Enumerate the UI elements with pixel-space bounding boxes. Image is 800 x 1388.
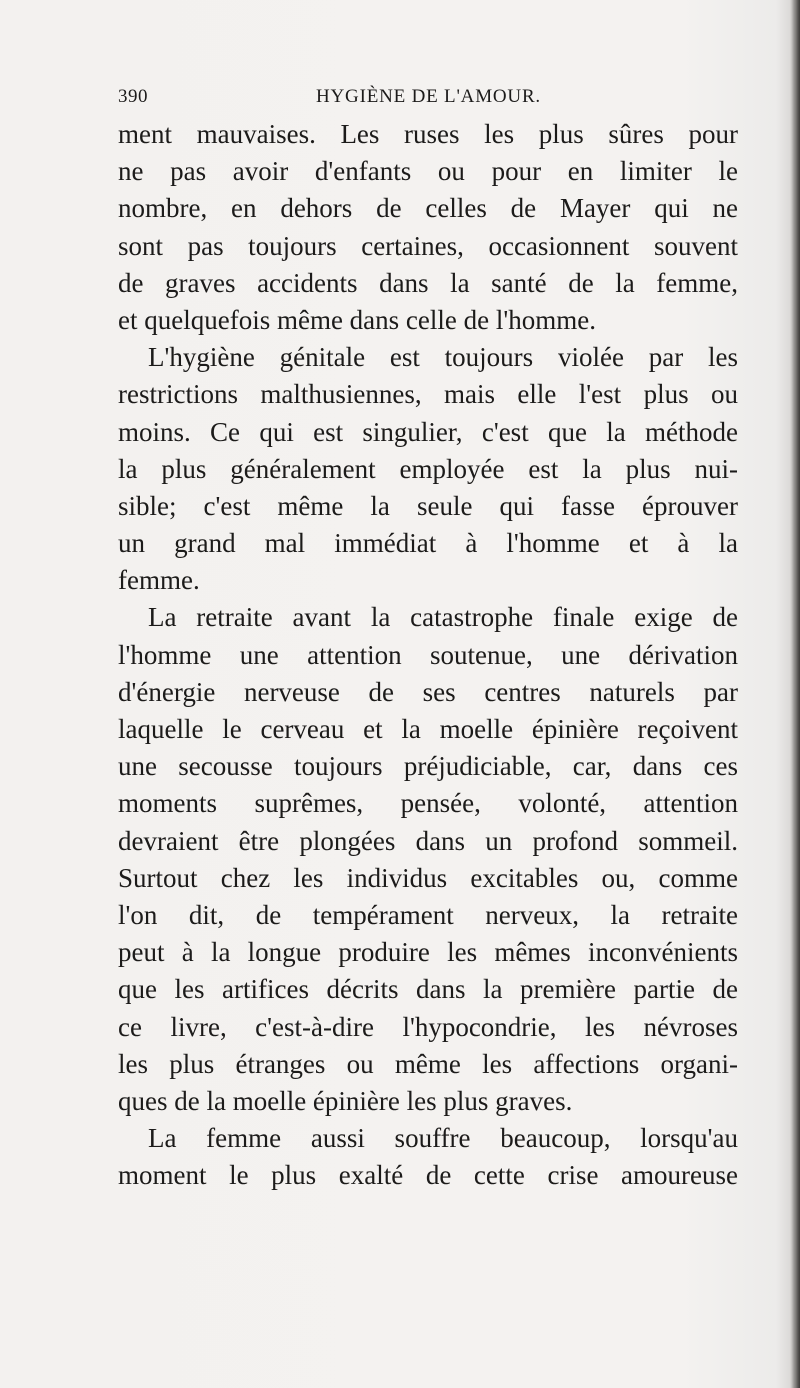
text-line: les plus étranges ou même les affections organi- — [118, 1048, 738, 1079]
text-line: d'énergie nerveuse de ses centres naturels par — [118, 676, 738, 707]
text-line: une secousse toujours préjudiciable, car, dans ces — [118, 751, 738, 782]
page-number: 390 — [118, 86, 148, 107]
text-line: ment mauvaises. Les ruses les plus sûres pour — [118, 119, 738, 149]
text-line: restrictions malthusiennes, mais elle l'est plus ou — [118, 379, 738, 410]
running-title: HYGIÈNE DE L'AMOUR. — [316, 86, 541, 107]
text-line: laquelle le cerveau et la moelle épinière reçoivent — [118, 714, 738, 744]
text-line: ce livre, c'est-à-dire l'hypocondrie, les névroses — [118, 1011, 738, 1042]
text-line: sible; c'est même la seule qui fasse éprouver — [118, 490, 738, 521]
text-line: de graves accidents dans la santé de la femme, — [118, 267, 738, 298]
text-line: la plus généralement employée est la plus nui- — [118, 453, 738, 484]
text-line: et quelquefois même dans celle de l'homme. — [118, 304, 596, 335]
text-line: ques de la moelle épinière les plus graves. — [118, 1085, 573, 1116]
text-line: peut à la longue produire les mêmes inconvénients — [118, 937, 738, 968]
text-line: La femme aussi souffre beaucoup, lorsqu'au — [148, 1123, 738, 1154]
text-line: La retraite avant la catastrophe finale exige de — [148, 602, 738, 633]
page-header — [118, 86, 738, 116]
text-line: l'homme une attention soutenue, une dérivation — [118, 639, 738, 670]
text-line: nombre, en dehors de celles de Mayer qui ne — [118, 193, 738, 224]
text-line: moments suprêmes, pensée, volonté, attention — [118, 788, 738, 819]
text-line: moment le plus exalté de cette crise amoureuse — [118, 1160, 738, 1191]
text-line: l'on dit, de tempérament nerveux, la retraite — [118, 899, 738, 930]
text-line: que les artifices décrits dans la première partie de — [118, 974, 738, 1005]
text-line: L'hygiène génitale est toujours violée par les — [148, 342, 738, 373]
text-line: femme. — [118, 565, 200, 596]
text-line: sont pas toujours certaines, occasionnent souvent — [118, 230, 738, 261]
text-line: un grand mal immédiat à l'homme et à la — [118, 528, 738, 559]
body-text — [118, 116, 738, 1194]
text-line: moins. Ce qui est singulier, c'est que la méthode — [118, 416, 738, 447]
page-edge-shadow — [790, 0, 800, 1388]
text-line: ne pas avoir d'enfants ou pour en limiter le — [118, 156, 738, 187]
text-line: devraient être plongées dans un profond sommeil. — [118, 825, 738, 856]
text-line: Surtout chez les individus excitables ou, comme — [118, 862, 738, 893]
